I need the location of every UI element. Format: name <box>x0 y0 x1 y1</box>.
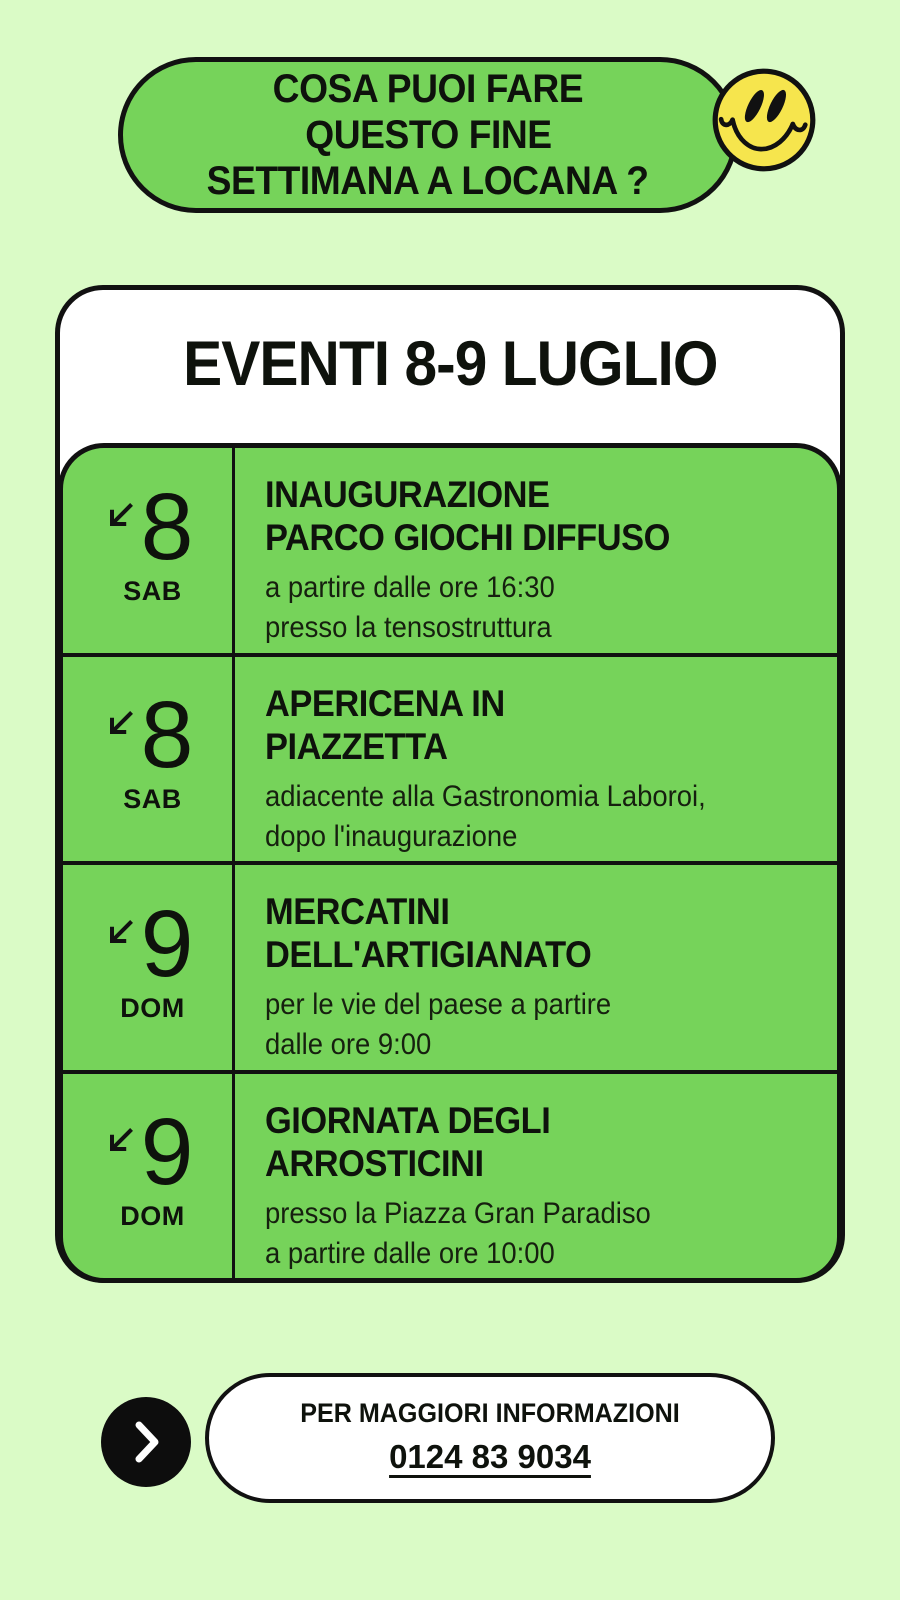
chevron-right-icon <box>126 1417 166 1467</box>
event-4-date-cell <box>63 1074 235 1279</box>
phone-number-link[interactable]: 0124 83 9034 <box>389 1438 591 1475</box>
event-row-4 <box>63 1070 837 1279</box>
event-3-date-cell <box>63 865 235 1070</box>
event-1-date-cell <box>63 448 235 653</box>
event-1-title: INAUGURAZIONE PARCO GIOCHI DIFFUSO <box>265 474 670 558</box>
event-4-info-cell <box>235 1074 837 1279</box>
event-2-day-abbr: SAB <box>123 784 182 815</box>
event-3-description: per le vie del paese a partire dalle ore 9:00 <box>265 988 612 1061</box>
arrow-down-left-icon <box>104 1125 136 1157</box>
event-2-title: APERICENA IN PIAZZETTA <box>265 682 505 767</box>
event-3-day-number: 9 <box>140 890 192 997</box>
events-table <box>58 443 842 1283</box>
header-banner <box>118 57 738 213</box>
event-2-description: adiacente alla Gastronomia Laboroi, dopo l'inaugurazione <box>265 779 706 853</box>
header-title-line-1: COSA PUOI FARE <box>272 67 584 111</box>
event-4-description: presso la Piazza Gran Paradiso a partire dalle ore 10:00 <box>265 1196 651 1270</box>
contact-info-pill <box>205 1373 775 1503</box>
event-1-day-abbr: SAB <box>123 575 182 606</box>
event-4-day-number: 9 <box>140 1099 192 1206</box>
event-2-date-cell <box>63 657 235 862</box>
arrow-down-left-icon <box>104 917 136 949</box>
event-1-description: a partire dalle ore 16:30 presso la tensostruttura <box>265 571 555 644</box>
event-1-info-cell <box>235 448 837 653</box>
event-4-day-abbr: DOM <box>120 1201 185 1232</box>
events-card-title: EVENTI 8-9 LUGLIO <box>182 329 718 399</box>
header-title-line-3: SETTIMANA A LOCANA ? <box>207 159 649 203</box>
next-arrow-button[interactable] <box>101 1397 191 1487</box>
event-3-title: MERCATINI DELL'ARTIGIANATO <box>265 891 592 975</box>
contact-info-label: PER MAGGIORI INFORMAZIONI <box>300 1398 680 1428</box>
event-row-1 <box>63 448 837 653</box>
event-3-info-cell <box>235 865 837 1070</box>
event-3-day-abbr: DOM <box>120 992 185 1023</box>
event-1-day-number: 8 <box>140 473 192 580</box>
event-2-info-cell <box>235 657 837 862</box>
event-row-3 <box>63 861 837 1070</box>
arrow-down-left-icon <box>104 708 136 740</box>
event-4-title: GIORNATA DEGLI ARROSTICINI <box>265 1099 551 1184</box>
smiley-face-icon <box>703 59 825 181</box>
event-row-2 <box>63 653 837 862</box>
event-2-day-number: 8 <box>140 682 192 789</box>
header-title-line-2: QUESTO FINE <box>304 113 552 157</box>
arrow-down-left-icon <box>104 500 136 532</box>
